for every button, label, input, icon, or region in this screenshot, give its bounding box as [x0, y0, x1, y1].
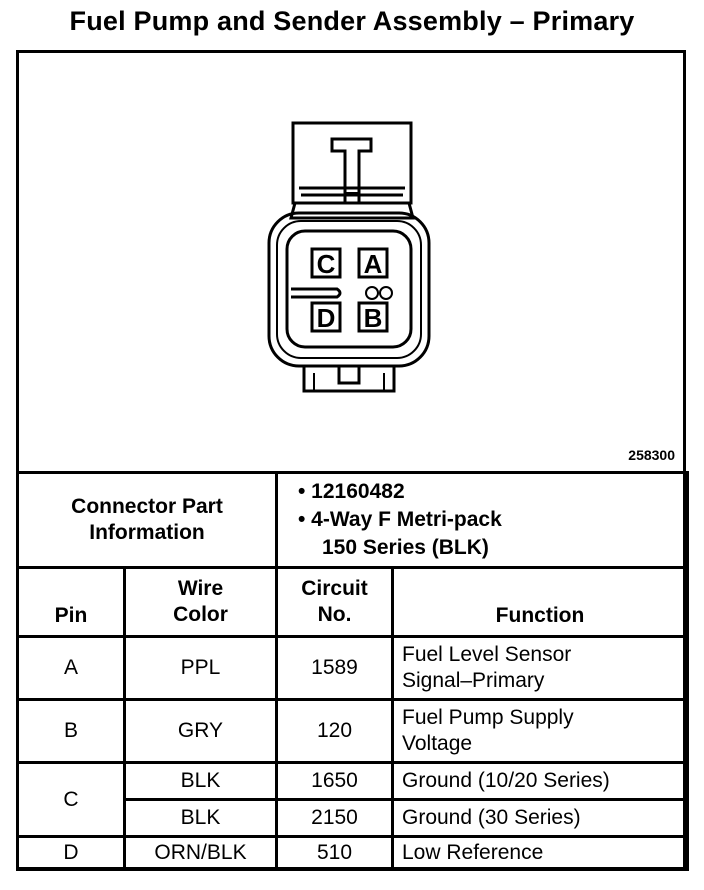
connector-info-row: [18, 473, 688, 568]
function-cell: Ground (30 Series): [393, 800, 688, 837]
function-line1: Fuel Level Sensor: [402, 643, 572, 666]
connector-type: • 4-Way F Metri-pack: [298, 508, 502, 531]
connector-drawing: [19, 53, 683, 473]
function-line2: Voltage: [402, 732, 473, 755]
header-circuit-line1: Circuit: [301, 577, 368, 600]
function-line2: Signal–Primary: [402, 669, 545, 692]
circuit-cell: 1589: [277, 637, 393, 700]
function-line1: Fuel Pump Supply: [402, 706, 574, 729]
connector-info-label: [18, 473, 277, 568]
header-wire-color-line2: Color: [173, 603, 228, 626]
header-function: Function: [393, 568, 688, 637]
function-cell: Low Reference: [393, 837, 688, 870]
color-cell: ORN/BLK: [125, 837, 277, 870]
connector-info-label-line1: Connector Part: [71, 495, 223, 518]
pinout-table: [16, 471, 689, 871]
color-cell: BLK: [125, 800, 277, 837]
table-row: [18, 837, 688, 870]
circuit-cell: 2150: [277, 800, 393, 837]
color-cell: PPL: [125, 637, 277, 700]
header-wire-color-line1: Wire: [177, 577, 224, 600]
cavity-label-a: A: [363, 249, 383, 279]
circuit-cell: 120: [277, 700, 393, 763]
page-title: Fuel Pump and Sender Assembly – Primary: [69, 6, 635, 36]
table-row: [18, 637, 688, 700]
header-circuit-line2: No.: [317, 603, 352, 626]
cavity-label-b: B: [363, 303, 383, 333]
cavity-label-d: D: [316, 303, 336, 333]
function-cell: [393, 700, 688, 763]
circuit-cell: 1650: [277, 763, 393, 800]
pin-cell: D: [18, 837, 125, 870]
function-cell: Ground (10/20 Series): [393, 763, 688, 800]
figure-number: 258300: [628, 447, 675, 463]
color-cell: BLK: [125, 763, 277, 800]
table-row: [18, 700, 688, 763]
connector-info-values: [277, 473, 688, 568]
header-wire-color: [125, 568, 277, 637]
part-number: • 12160482: [298, 480, 405, 503]
circuit-cell: 510: [277, 837, 393, 870]
header-circuit: [277, 568, 393, 637]
connector-info-label-line2: Information: [89, 521, 205, 544]
connector-figure: [19, 53, 683, 473]
function-cell: [393, 637, 688, 700]
table-header-row: [18, 568, 688, 637]
connector-series: 150 Series (BLK): [322, 536, 489, 559]
pin-cell: C: [18, 763, 125, 837]
header-pin: Pin: [18, 568, 125, 637]
document-frame: [16, 50, 686, 870]
pin-cell: B: [18, 700, 125, 763]
pin-cell: A: [18, 637, 125, 700]
color-cell: GRY: [125, 700, 277, 763]
cavity-label-c: C: [316, 249, 336, 279]
table-row: [18, 763, 688, 800]
